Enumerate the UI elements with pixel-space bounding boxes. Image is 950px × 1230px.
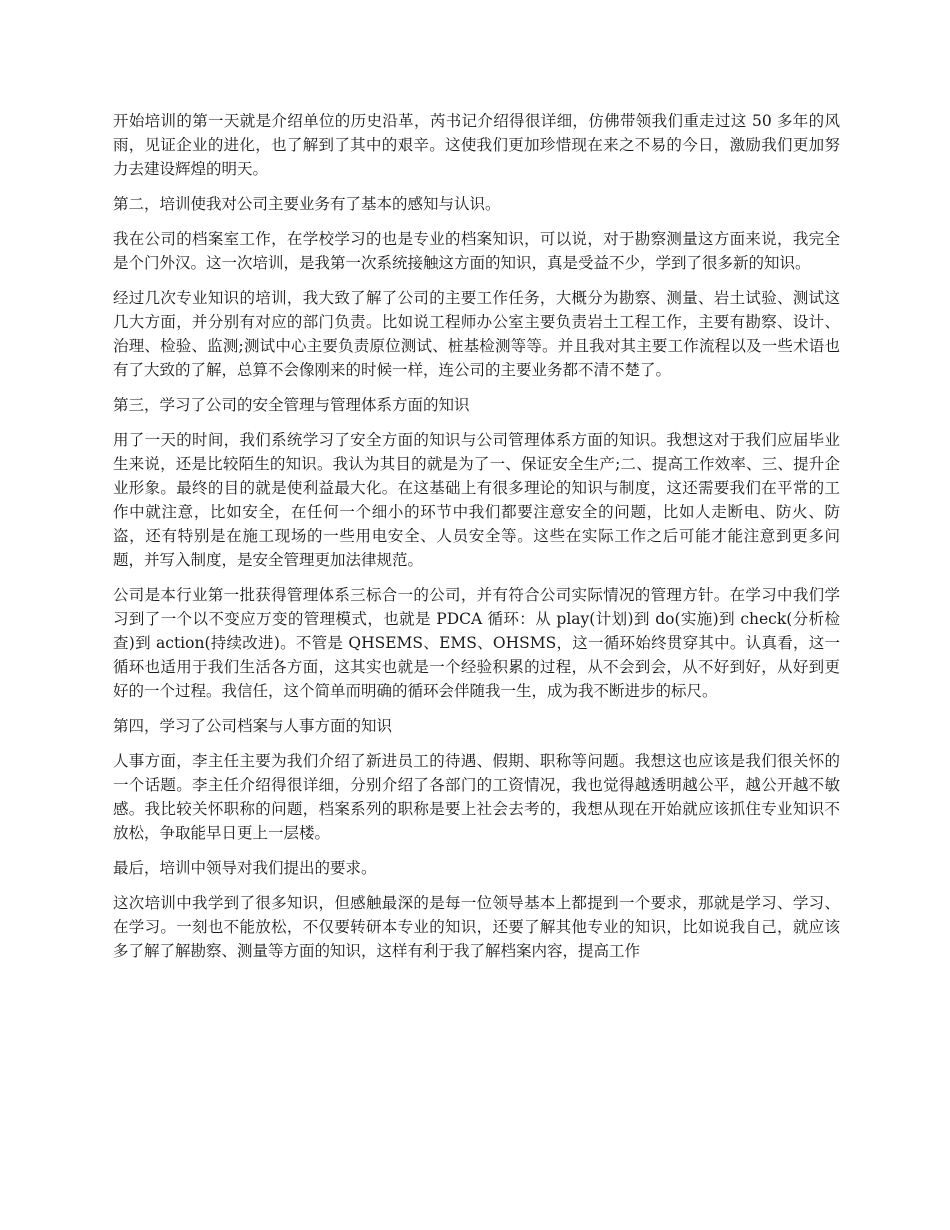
paragraph-personnel: 人事方面，李主任主要为我们介绍了新进员工的待遇、假期、职称等问题。我想这也应该是我们很关怀的一个话题。李主任介绍得很详细，分别介绍了各部门的工资情况，我也觉得越透明越公平，越公开越不敏感。我比较关怀职称的问题，档案系列的职称是要上社会去考的，我想从现在开始就应该抓住专业知识不放松，争取能早日更上一层楼。 bbox=[113, 752, 840, 842]
paragraph-archive-room: 我在公司的档案室工作，在学校学习的也是专业的档案知识，可以说，对于勘察测量这方面来说，我完全是个门外汉。这一次培训，是我第一次系统接触这方面的知识，真是受益不少，学到了很多新的知识。 bbox=[113, 230, 840, 272]
heading-fourth-personnel: 第四，学习了公司档案与人事方面的知识 bbox=[113, 717, 393, 735]
paragraph-pdca-cycle: 公司是本行业第一批获得管理体系三标合一的公司，并有符合公司实际情况的管理方针。在学习中我们学习到了一个以不变应万变的管理模式，也就是 PDCA 循环：从 play(计划)到 do(实施)到 check(分析检查)到 action(持续改进)。不管是 QHSEMS、EMS、OHSMS，这一循环始终贯穿其中。认真看，这一循环也适用于我们生活各方面，这其实也就是一个经验积累的过程，从不会到会，从不好到好，从好到更好的一个过程。我信任，这个简单而明确的循环会伴随我一生，成为我不断进步的标尺。 bbox=[113, 586, 840, 700]
paragraph-history-intro: 开始培训的第一天就是介绍单位的历史沿革，芮书记介绍得很详细，仿佛带领我们重走过这 50 多年的风雨，见证企业的进化，也了解到了其中的艰辛。这使我们更加珍惜现在来之不易的今日，激励我们更加努力去建设辉煌的明天。 bbox=[113, 112, 840, 178]
heading-second-business: 第二，培训使我对公司主要业务有了基本的感知与认识。 bbox=[113, 195, 501, 213]
heading-third-safety: 第三，学习了公司的安全管理与管理体系方面的知识 bbox=[113, 396, 470, 414]
paragraph-main-business: 经过几次专业知识的培训，我大致了解了公司的主要工作任务，大概分为勘察、测量、岩土试验、测试这几大方面，并分别有对应的部门负责。比如说工程师办公室主要负责岩土工程工作，主要有勘察、设计、治理、检验、监测;测试中心主要负责原位测试、桩基检测等等。并且我对其主要工作流程以及一些术语也有了大致的了解，总算不会像刚来的时候一样，连公司的主要业务都不清不楚了。 bbox=[113, 289, 840, 379]
heading-final-requirements: 最后，培训中领导对我们提出的要求。 bbox=[113, 859, 377, 877]
document-body bbox=[113, 109, 840, 974]
paragraph-safety-management: 用了一天的时间，我们系统学习了安全方面的知识与公司管理体系方面的知识。我想这对于我们应届毕业生来说，还是比较陌生的知识。我认为其目的就是为了一、保证安全生产;二、提高工作效率、三、提升企业形象。最终的目的就是使利益最大化。在这基础上有很多理论的知识与制度，这还需要我们在平常的工作中就注意，比如安全，在任何一个细小的环节中我们都要注意安全的问题，比如人走断电、防火、防盗，还有特别是在施工现场的一些用电安全、人员安全等。这些在实际工作之后可能才能注意到更多问题，并写入制度，是安全管理更加法律规范。 bbox=[113, 431, 840, 569]
paragraph-learning: 这次培训中我学到了很多知识，但感触最深的是每一位领导基本上都提到一个要求，那就是学习、学习、在学习。一刻也不能放松，不仅要转研本专业的知识，还要了解其他专业的知识，比如说我自己，就应该多了解了解勘察、测量等方面的知识，这样有利于我了解档案内容，提高工作 bbox=[113, 894, 840, 960]
